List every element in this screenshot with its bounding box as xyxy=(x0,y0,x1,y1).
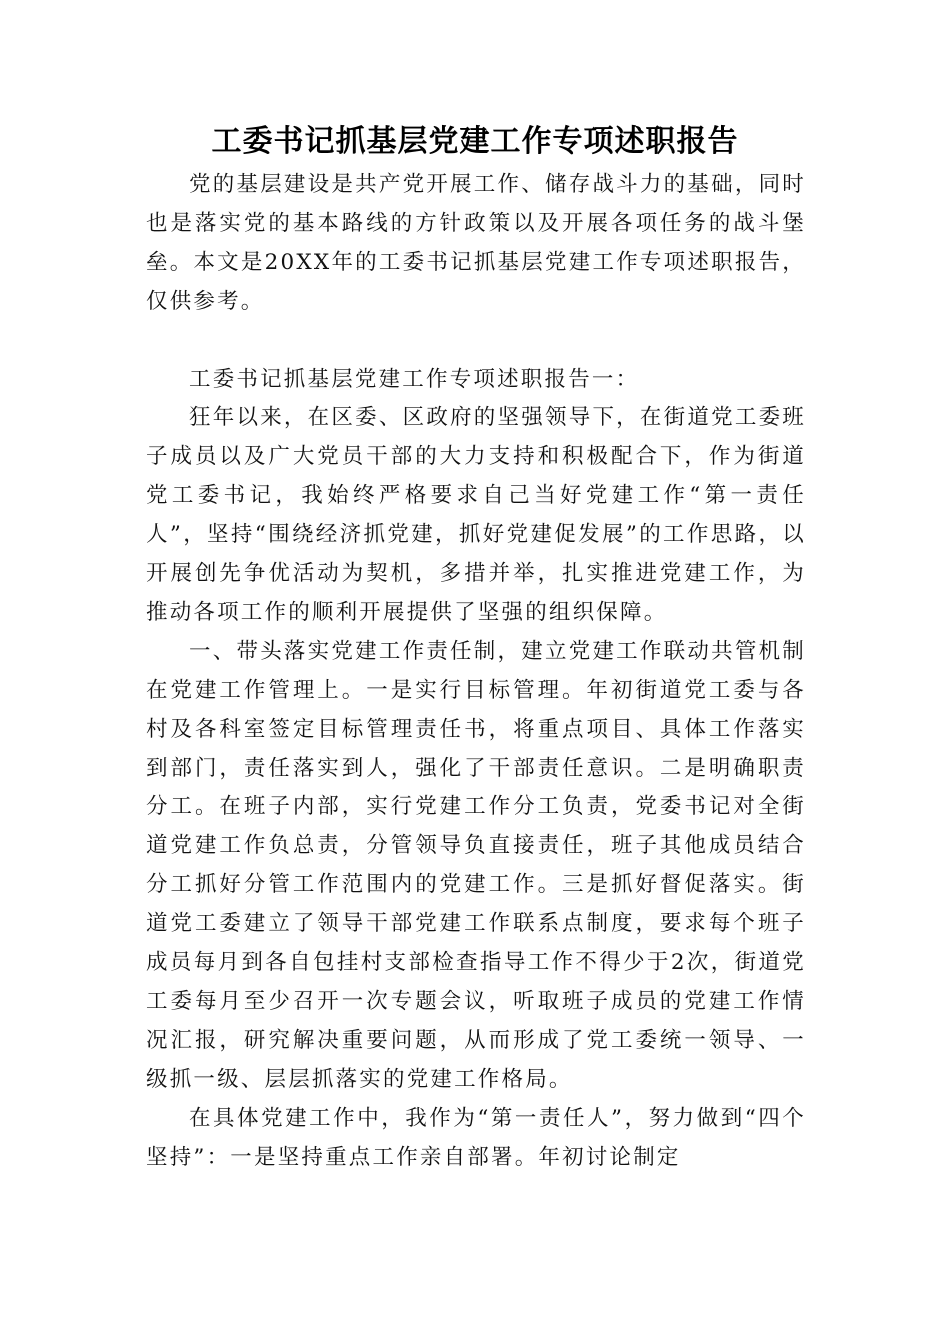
document-body xyxy=(146,166,830,1178)
section-heading-report-one: 工委书记抓基层党建工作专项述职报告一： xyxy=(189,366,640,392)
blank-line xyxy=(146,322,806,361)
document-title: 工委书记抓基层党建工作专项述职报告 xyxy=(211,124,739,159)
section-one-paragraph: 一、带头落实党建工作责任制，建立党建工作联动共管机制 在党建工作管理上。一是实行目标管理。年初街道党工委与各村及各科室签定目标管理责任书，将重点项目、具体工作落实到部门，责任落实到人，强化了干部责任意识。二是明确职责分工。在班子内部，实行党建工作分工负责，党委书记对全街道党建工作负总责，分管领导负直接责任，班子其他成员结合分工抓好分管工作范围内的党建工作。三是抓好督促落实。街道党工委建立了领导干部党建工作联系点制度，要求每个班子成员每月到各自包挂村支部检查指导工作不得少于2次，街道党工委每月至少召开一次专题会议，听取班子成员的党建工作情况汇报，研究解决重要问题，从而形成了党工委统一领导、一级抓一级、层层抓落实的党建工作格局。 xyxy=(146,638,830,1092)
intro-paragraph: 党的基层建设是共产党开展工作、储存战斗力的基础，同时也是落实党的基本路线的方针政策以及开展各项任务的战斗堡垒。本文是20XX年的工委书记抓基层党建工作专项述职报告，仅供参考。 xyxy=(146,172,806,314)
four-insistences-paragraph: 在具体党建工作中，我作为“第一责任人”，努力做到“四个坚持”：一是坚持重点工作亲自部署。年初讨论制定 xyxy=(146,1105,806,1170)
opening-paragraph: 狂年以来，在区委、区政府的坚强领导下，在街道党工委班子成员以及广大党员干部的大力支持和积极配合下，作为街道党工委书记，我始终严格要求自己当好党建工作“第一责任人”，坚持“围绕经济抓党建，抓好党建促发展”的工作思路，以开展创先争优活动为契机，多措并举，扎实推进党建工作，为推动各项工作的顺利开展提供了坚强的组织保障。 xyxy=(146,405,806,625)
